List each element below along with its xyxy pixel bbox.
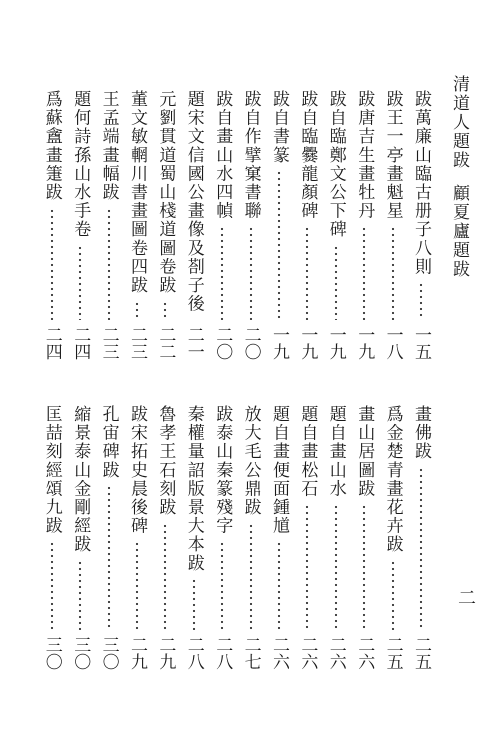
dot-leader: [382, 560, 404, 630]
toc-entry-page: 二六: [269, 636, 289, 670]
toc-entry-title: 跋泰山秦篆殘字: [212, 405, 233, 536]
toc-entry-title: 題宋文信國公畫像及剳子後: [183, 90, 204, 314]
section-title: 顧夏廬題跋: [449, 184, 469, 279]
toc-entry: [240, 405, 262, 670]
toc-entry-title: 題自畫山水: [325, 405, 346, 498]
toc-entry-page: 二八: [183, 636, 204, 670]
toc-entry-page: 一八: [382, 326, 403, 360]
dot-leader: [183, 578, 205, 630]
dot-leader: [410, 282, 432, 320]
toc-entry-title: 匡喆刻經頌九跋: [41, 405, 62, 536]
toc-entry: [410, 90, 432, 360]
toc-entry-page: 一九: [269, 326, 289, 360]
dot-leader: [382, 226, 404, 320]
toc-entry-page: 二四: [41, 326, 62, 360]
toc-entry-page: 三〇: [98, 636, 119, 670]
toc-entry-title: 跋自作擘窠書聯: [240, 90, 261, 221]
dot-leader: [353, 504, 375, 630]
toc-entry-page: 二四: [70, 326, 91, 360]
dot-leader: [183, 319, 205, 320]
dot-leader: [154, 523, 176, 630]
toc-entry-title: 放大毛公鼎跋: [240, 405, 261, 517]
dot-leader: [41, 208, 63, 320]
toc-entry-title: 題何詩孫山水手卷: [70, 90, 91, 239]
toc-entry-page: 二三: [98, 326, 119, 360]
dot-leader: [69, 245, 91, 320]
toc-entry: [98, 90, 120, 360]
toc-entry-title: 題自畫松石: [297, 405, 318, 498]
toc-entry-page: 二一: [183, 326, 204, 360]
toc-entry: [325, 405, 347, 670]
toc-entry-title: 孔宙碑跋: [98, 405, 119, 480]
toc-entry-page: 一九: [325, 326, 346, 360]
toc-entry: [211, 405, 233, 670]
toc-entry-page: 二九: [155, 636, 176, 670]
toc-entry-title: 縮景泰山金剛經跋: [70, 405, 91, 554]
toc-entry: [211, 90, 233, 360]
toc-entry-title: 爲金楚青畫花卉跋: [382, 405, 403, 554]
toc-entry: [183, 90, 205, 360]
toc-entry: [296, 90, 318, 360]
toc-entry: [154, 405, 176, 670]
toc-entry-page: 二七: [240, 636, 261, 670]
toc-entry-title: 跋自書篆: [269, 90, 289, 165]
dot-leader: [126, 541, 148, 630]
toc-entry: [69, 90, 91, 360]
toc-entry: [325, 90, 347, 360]
toc-entry-title: 爲蘇盦畫箑跋: [41, 90, 62, 202]
dot-leader: [126, 301, 148, 320]
toc-entry-page: 二二: [155, 326, 176, 360]
toc-entry: [41, 90, 63, 360]
toc-entry: [154, 90, 176, 360]
dot-leader: [98, 208, 120, 320]
toc-entry: [353, 90, 375, 360]
toc-entry-page: 二〇: [212, 326, 233, 360]
dot-leader: [410, 467, 432, 630]
toc-entry-title: 跋宋拓史晨後碑: [127, 405, 147, 536]
toc-entry: [382, 405, 404, 670]
toc-entry-title: 魯孝王石刻跋: [155, 405, 176, 517]
book-title: 清道人題跋: [449, 75, 469, 170]
dot-leader: [268, 170, 290, 320]
toc-entry-page: 三〇: [41, 636, 62, 670]
toc-entry-title: 跋唐吉生畫牡丹: [354, 90, 375, 221]
toc-entry-title: 元劉貫道蜀山棧道圖卷跋: [155, 90, 176, 295]
toc-entry-page: 二〇: [240, 326, 261, 360]
dot-leader: [325, 245, 347, 320]
toc-entry-page: 二六: [297, 636, 318, 670]
toc-entry: [41, 405, 63, 670]
dot-leader: [268, 541, 290, 630]
toc-entry-page: 二八: [212, 636, 233, 670]
toc-entry-title: 跋自臨鄭文公下碑: [325, 90, 346, 239]
toc-entry-page: 二六: [354, 636, 375, 670]
toc-entry-title: 董文敏輞川書畫圖卷四跋: [127, 90, 147, 295]
toc-entry-title: 跋王一亭畫魁星: [382, 90, 403, 221]
dot-leader: [98, 485, 120, 630]
dot-leader: [296, 504, 318, 630]
dot-leader: [325, 504, 347, 630]
toc-entry-page: 二五: [411, 636, 431, 670]
toc-entry: [410, 405, 432, 670]
dot-leader: [296, 226, 318, 320]
toc-entry-page: 二六: [325, 636, 346, 670]
toc-entry-title: 王孟端畫幅跋: [98, 90, 119, 202]
toc-entry: [126, 405, 148, 670]
dot-leader: [69, 560, 91, 630]
toc-entry-page: 一九: [297, 326, 318, 360]
toc-entry: [126, 90, 148, 360]
toc-entry-page: 二五: [382, 636, 403, 670]
dot-leader: [240, 226, 262, 320]
toc-entry-page: 一五: [411, 326, 431, 360]
toc-entry-title: 畫佛跋: [411, 405, 431, 461]
toc-entry-page: 三〇: [70, 636, 91, 670]
toc-entry-title: 題自畫便面鍾馗: [269, 405, 289, 536]
dot-leader: [211, 226, 233, 320]
dot-leader: [154, 301, 176, 320]
toc-entry: [183, 405, 205, 670]
dot-leader: [353, 226, 375, 320]
toc-entry-title: 畫山居圖跋: [354, 405, 375, 498]
toc-entry: [382, 90, 404, 360]
toc-entry-page: 一九: [354, 326, 375, 360]
toc-entry: [98, 405, 120, 670]
toc-entry-page: 二三: [127, 326, 147, 360]
toc-entry: [69, 405, 91, 670]
book-title-column: [448, 75, 470, 279]
toc-entry: [240, 90, 262, 360]
toc-entry-title: 跋萬廉山臨古册子八則: [411, 90, 431, 276]
toc-entry: [268, 90, 290, 360]
toc-entry-title: 跋自畫山水四幀: [212, 90, 233, 221]
dot-leader: [240, 523, 262, 630]
page-number: 二: [455, 588, 476, 606]
toc-entry: [268, 405, 290, 670]
dot-leader: [211, 541, 233, 630]
toc-entry: [353, 405, 375, 670]
toc-entry: [296, 405, 318, 670]
toc-entry-title: 秦權量詔版景大本跋: [183, 405, 204, 573]
toc-entry-page: 二九: [127, 636, 147, 670]
dot-leader: [41, 541, 63, 630]
toc-entry-title: 跋自臨爨龍顏碑: [297, 90, 318, 221]
